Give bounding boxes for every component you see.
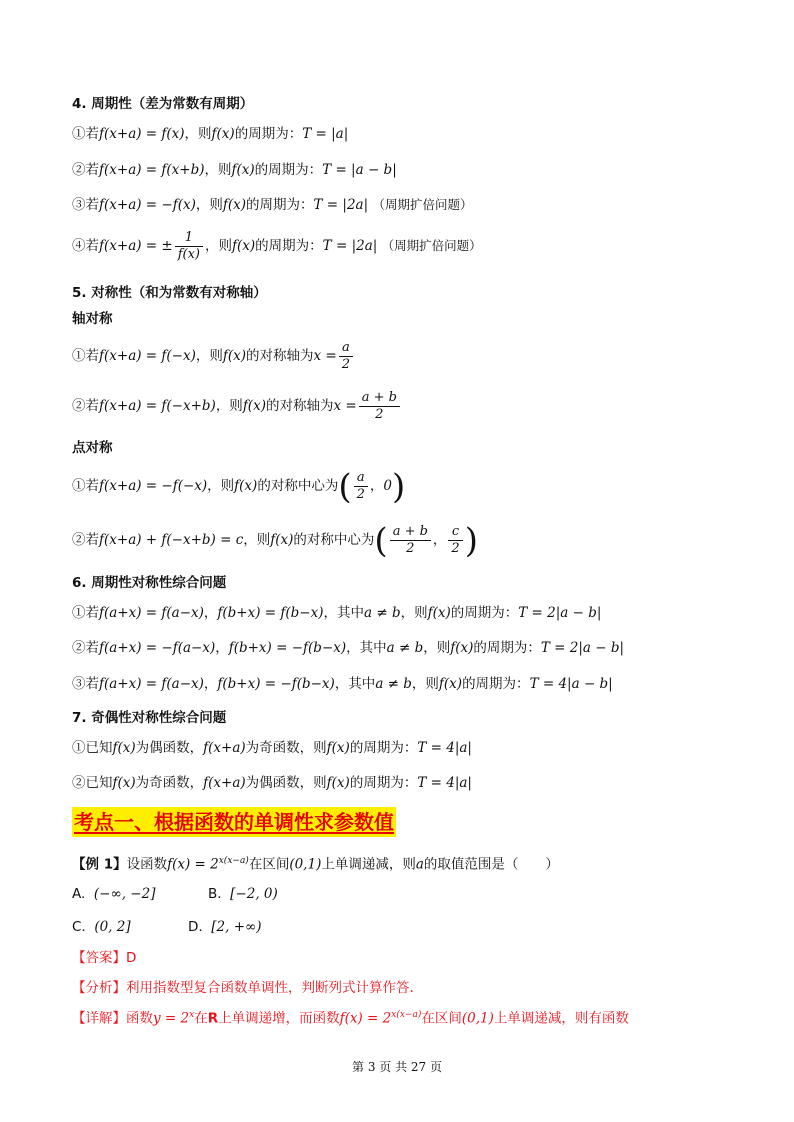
item-condition: f(x+a) = ±: [99, 238, 173, 254]
analysis-label: 【分析】: [72, 980, 126, 996]
option-letter: C.: [72, 919, 86, 935]
item-function: f(x): [232, 238, 256, 254]
item-result: T = |2a|: [313, 197, 369, 213]
item-function: f(x): [231, 162, 255, 178]
fraction-numerator: a + b: [390, 524, 431, 541]
option-value: (0, 2]: [94, 919, 131, 935]
fraction-numerator: a + b: [359, 390, 400, 407]
item-function: f(x): [211, 126, 235, 142]
item-prefix: ③若: [72, 676, 99, 692]
right-paren: ): [391, 466, 406, 507]
example-variable: a: [415, 856, 424, 873]
fraction-denominator: 2: [375, 407, 384, 422]
item-result: x =: [333, 398, 357, 414]
item-condition: f(a+x) = −f(a−x): [99, 640, 216, 656]
item-text: 的周期为：: [462, 676, 530, 692]
answer-value: D: [126, 950, 137, 966]
periodicity-item-1: [72, 124, 348, 144]
example-function: f(x) = 2: [167, 856, 219, 873]
item-function: f(x): [112, 740, 136, 756]
item-text: 为奇函数，: [135, 775, 204, 791]
detail-text: 在: [194, 1010, 208, 1027]
option-letter: B.: [208, 886, 222, 902]
item-condition: f(x+a) = f(x+b): [99, 162, 205, 178]
page-footer: 第 3 页 共 27 页: [352, 1060, 442, 1074]
option-letter: A.: [72, 886, 86, 902]
analysis-text: 利用指数型复合函数单调性，判断列式计算作答.: [126, 980, 414, 996]
item-text: 为奇函数，则: [245, 740, 327, 756]
item-function: f(x): [270, 532, 294, 548]
item-text: ，则: [195, 348, 223, 364]
item-text: 的对称中心为: [293, 532, 375, 548]
detail-line: [72, 1005, 629, 1029]
item-result: T = |a − b|: [322, 162, 397, 178]
item-prefix: ①已知: [72, 740, 113, 756]
option-value: [2, +∞): [211, 919, 262, 935]
section-heading-combined: 6. 周期性对称性综合问题: [72, 575, 227, 591]
fraction-denominator: 2: [451, 541, 460, 556]
option-b[interactable]: [208, 884, 278, 904]
item-text: ，则: [400, 605, 428, 621]
fraction: [359, 390, 400, 423]
left-paren: (: [338, 466, 352, 507]
item-result: T = |2a|: [322, 238, 378, 254]
item-condition: f(x+a) + f(−x+b) = c: [99, 532, 244, 548]
analysis-line: [72, 978, 414, 998]
item-text: ，则: [215, 398, 243, 414]
item-condition: f(x+a) = −f(x): [99, 197, 196, 213]
item-text: 的周期为：: [473, 640, 541, 656]
fraction: [175, 230, 203, 263]
item-text: ，则: [195, 197, 223, 213]
fraction: [354, 470, 368, 503]
option-value: (−∞, −2]: [93, 886, 156, 902]
item-prefix: ①若: [72, 126, 99, 142]
axis-symmetry-item-1: [72, 338, 355, 374]
item-text: 的周期为：: [349, 740, 418, 756]
item-function: f(x): [112, 775, 136, 791]
item-function: f(x): [326, 740, 350, 756]
item-prefix: ②已知: [72, 775, 113, 791]
answer-line: [72, 948, 136, 968]
detail-text: 上单调递减，则有函数: [493, 1010, 629, 1027]
combined-item-3: ③若f(a+x) = f(a−x)，f(b+x) = −f(b−x)，其中a ≠ b，则f(x)的周期为：T = 4|a − b|: [72, 676, 613, 692]
separator: ，: [369, 478, 384, 494]
fraction-denominator: 2: [356, 487, 365, 502]
fraction-numerator: a: [339, 340, 353, 357]
example-text: 上单调递减，则: [321, 856, 416, 873]
detail-function: y = 2: [153, 1010, 190, 1027]
parity-item-1: [72, 738, 472, 758]
fraction: [448, 524, 462, 557]
item-text: 为偶函数，则: [245, 775, 327, 791]
detail-interval: (0,1): [461, 1010, 494, 1027]
item-condition: f(b+x) = −f(b−x): [228, 640, 347, 656]
fraction: [390, 524, 431, 557]
section-heading-periodicity: 4. 周期性（差为常数有周期）: [72, 96, 254, 112]
item-text: 的对称轴为: [246, 348, 314, 364]
item-text: 为偶函数，: [135, 740, 204, 756]
item-text: ，则: [204, 162, 232, 178]
item-text: 的周期为：: [450, 605, 519, 621]
item-function: f(x): [234, 478, 258, 494]
item-result: T = 4|a|: [417, 775, 472, 791]
item-result: x =: [313, 348, 337, 364]
item-text: ，其中: [346, 640, 387, 656]
subheading-axis-symmetry: 轴对称: [72, 311, 113, 327]
detail-function: f(x) = 2: [339, 1010, 392, 1027]
item-prefix: ①若: [72, 478, 99, 494]
item-condition: f(x+a) = −f(−x): [99, 478, 208, 494]
fraction-numerator: 1: [175, 230, 203, 247]
option-letter: D.: [188, 919, 203, 935]
item-function: f(x): [222, 348, 247, 364]
item-condition: f(a+x) = f(a−x): [99, 676, 204, 692]
item-result: T = 4|a|: [417, 740, 472, 756]
item-prefix: ②若: [72, 398, 99, 414]
item-condition: f(x+a) = f(−x): [99, 348, 196, 364]
item-function: f(x+a): [203, 775, 246, 791]
parity-item-2: [72, 773, 472, 793]
example-text: 设函数: [126, 856, 168, 873]
item-function: f(x+a): [203, 740, 246, 756]
combined-item-1: ①若f(a+x) = f(a−x)，f(b+x) = f(b−x)，其中a ≠ b，则f(x)的周期为：T = 2|a − b|: [72, 605, 602, 621]
detail-text: 在区间: [421, 1010, 462, 1027]
item-text: ，则: [207, 478, 235, 494]
separator: ，: [432, 532, 447, 548]
fraction-denominator: 2: [406, 541, 415, 556]
item-text: 的周期为：: [255, 238, 323, 254]
item-prefix: ④若: [72, 238, 99, 254]
item-text: ，则: [184, 126, 212, 142]
item-text: 的对称中心为: [257, 478, 339, 494]
item-text: ，则: [423, 640, 451, 656]
fraction-denominator: 2: [341, 357, 351, 372]
detail-exponent: x(x−a): [391, 1010, 422, 1020]
item-function: f(x): [326, 775, 350, 791]
item-note: （周期扩倍问题）: [381, 238, 482, 253]
item-inequality: a ≠ b: [386, 640, 424, 656]
detail-set-r: R: [207, 1010, 219, 1027]
item-function: f(x): [242, 398, 266, 414]
item-condition: f(b+x) = f(b−x): [217, 605, 324, 621]
item-result: T = 2|a − b|: [518, 605, 602, 621]
option-value: [−2, 0): [230, 886, 278, 902]
section-heading-symmetry: 5. 对称性（和为常数有对称轴）: [72, 285, 267, 301]
item-inequality: a ≠ b: [364, 605, 401, 621]
example-interval: (0,1): [289, 856, 322, 873]
periodicity-item-2: [72, 160, 397, 180]
item-function: f(x): [438, 676, 463, 692]
left-paren: (: [374, 520, 388, 561]
coordinate: 0: [383, 478, 392, 494]
periodicity-item-3: [72, 195, 472, 215]
fraction-numerator: c: [448, 524, 462, 541]
item-text: 的对称轴为: [265, 398, 334, 414]
answer-label: 【答案】: [72, 950, 126, 966]
kaodian-banner: 考点一、根据函数的单调性求参数值: [72, 807, 396, 837]
item-text: ，其中: [334, 676, 376, 692]
item-text: 的周期为：: [246, 197, 314, 213]
item-function: f(x): [427, 605, 451, 621]
item-text: ，则: [411, 676, 439, 692]
item-function: f(x): [222, 197, 247, 213]
combined-item-2: ②若f(a+x) = −f(a−x)，f(b+x) = −f(b−x)，其中a ≠ b，则f(x)的周期为：T = 2|a − b|: [72, 640, 625, 656]
item-function: f(x): [450, 640, 474, 656]
item-result: T = 2|a − b|: [540, 640, 625, 656]
item-prefix: ①若: [72, 348, 99, 364]
item-result: T = 4|a − b|: [529, 676, 613, 692]
item-condition: f(a+x) = f(a−x): [99, 605, 204, 621]
right-paren: ): [464, 520, 478, 561]
item-prefix: ①若: [72, 605, 99, 621]
detail-exponent: x: [189, 1010, 195, 1020]
point-symmetry-item-1: [72, 464, 405, 508]
example-text: 在区间: [248, 856, 290, 873]
example-question: [72, 851, 559, 875]
section-heading-parity: 7. 奇偶性对称性综合问题: [72, 710, 227, 726]
item-result: T = |a|: [302, 126, 349, 142]
detail-text: 函数: [126, 1010, 153, 1027]
item-prefix: ②若: [72, 162, 99, 178]
item-note: （周期扩倍问题）: [372, 197, 473, 212]
item-condition: f(b+x) = −f(b−x): [217, 676, 335, 692]
option-a[interactable]: [72, 884, 155, 904]
option-c[interactable]: [72, 917, 131, 937]
item-text: 的周期为：: [254, 162, 323, 178]
item-prefix: ③若: [72, 197, 99, 213]
item-text: ，其中: [323, 605, 364, 621]
item-condition: f(x+a) = f(−x+b): [99, 398, 216, 414]
item-text: ，则: [205, 238, 233, 254]
detail-label: 【详解】: [72, 1010, 126, 1027]
item-text: 的周期为：: [349, 775, 418, 791]
item-condition: f(x+a) = f(x): [99, 126, 185, 142]
subheading-point-symmetry: 点对称: [72, 440, 113, 456]
item-text: ，则: [243, 532, 271, 548]
example-exponent: x(x−a): [218, 856, 249, 866]
periodicity-item-4: [72, 228, 482, 264]
item-inequality: a ≠ b: [375, 676, 412, 692]
detail-text: 上单调递增，而函数: [218, 1010, 340, 1027]
example-label: 【例 1】: [72, 856, 127, 873]
item-text: 的周期为：: [234, 126, 303, 142]
option-d[interactable]: [188, 917, 262, 937]
fraction: [339, 340, 353, 373]
point-symmetry-item-2: [72, 518, 478, 562]
item-prefix: ②若: [72, 640, 99, 656]
item-prefix: ②若: [72, 532, 99, 548]
fraction-denominator: f(x): [177, 247, 201, 262]
axis-symmetry-item-2: [72, 388, 402, 424]
example-text: 的取值范围是（ ）: [423, 856, 559, 873]
fraction-numerator: a: [354, 470, 368, 487]
